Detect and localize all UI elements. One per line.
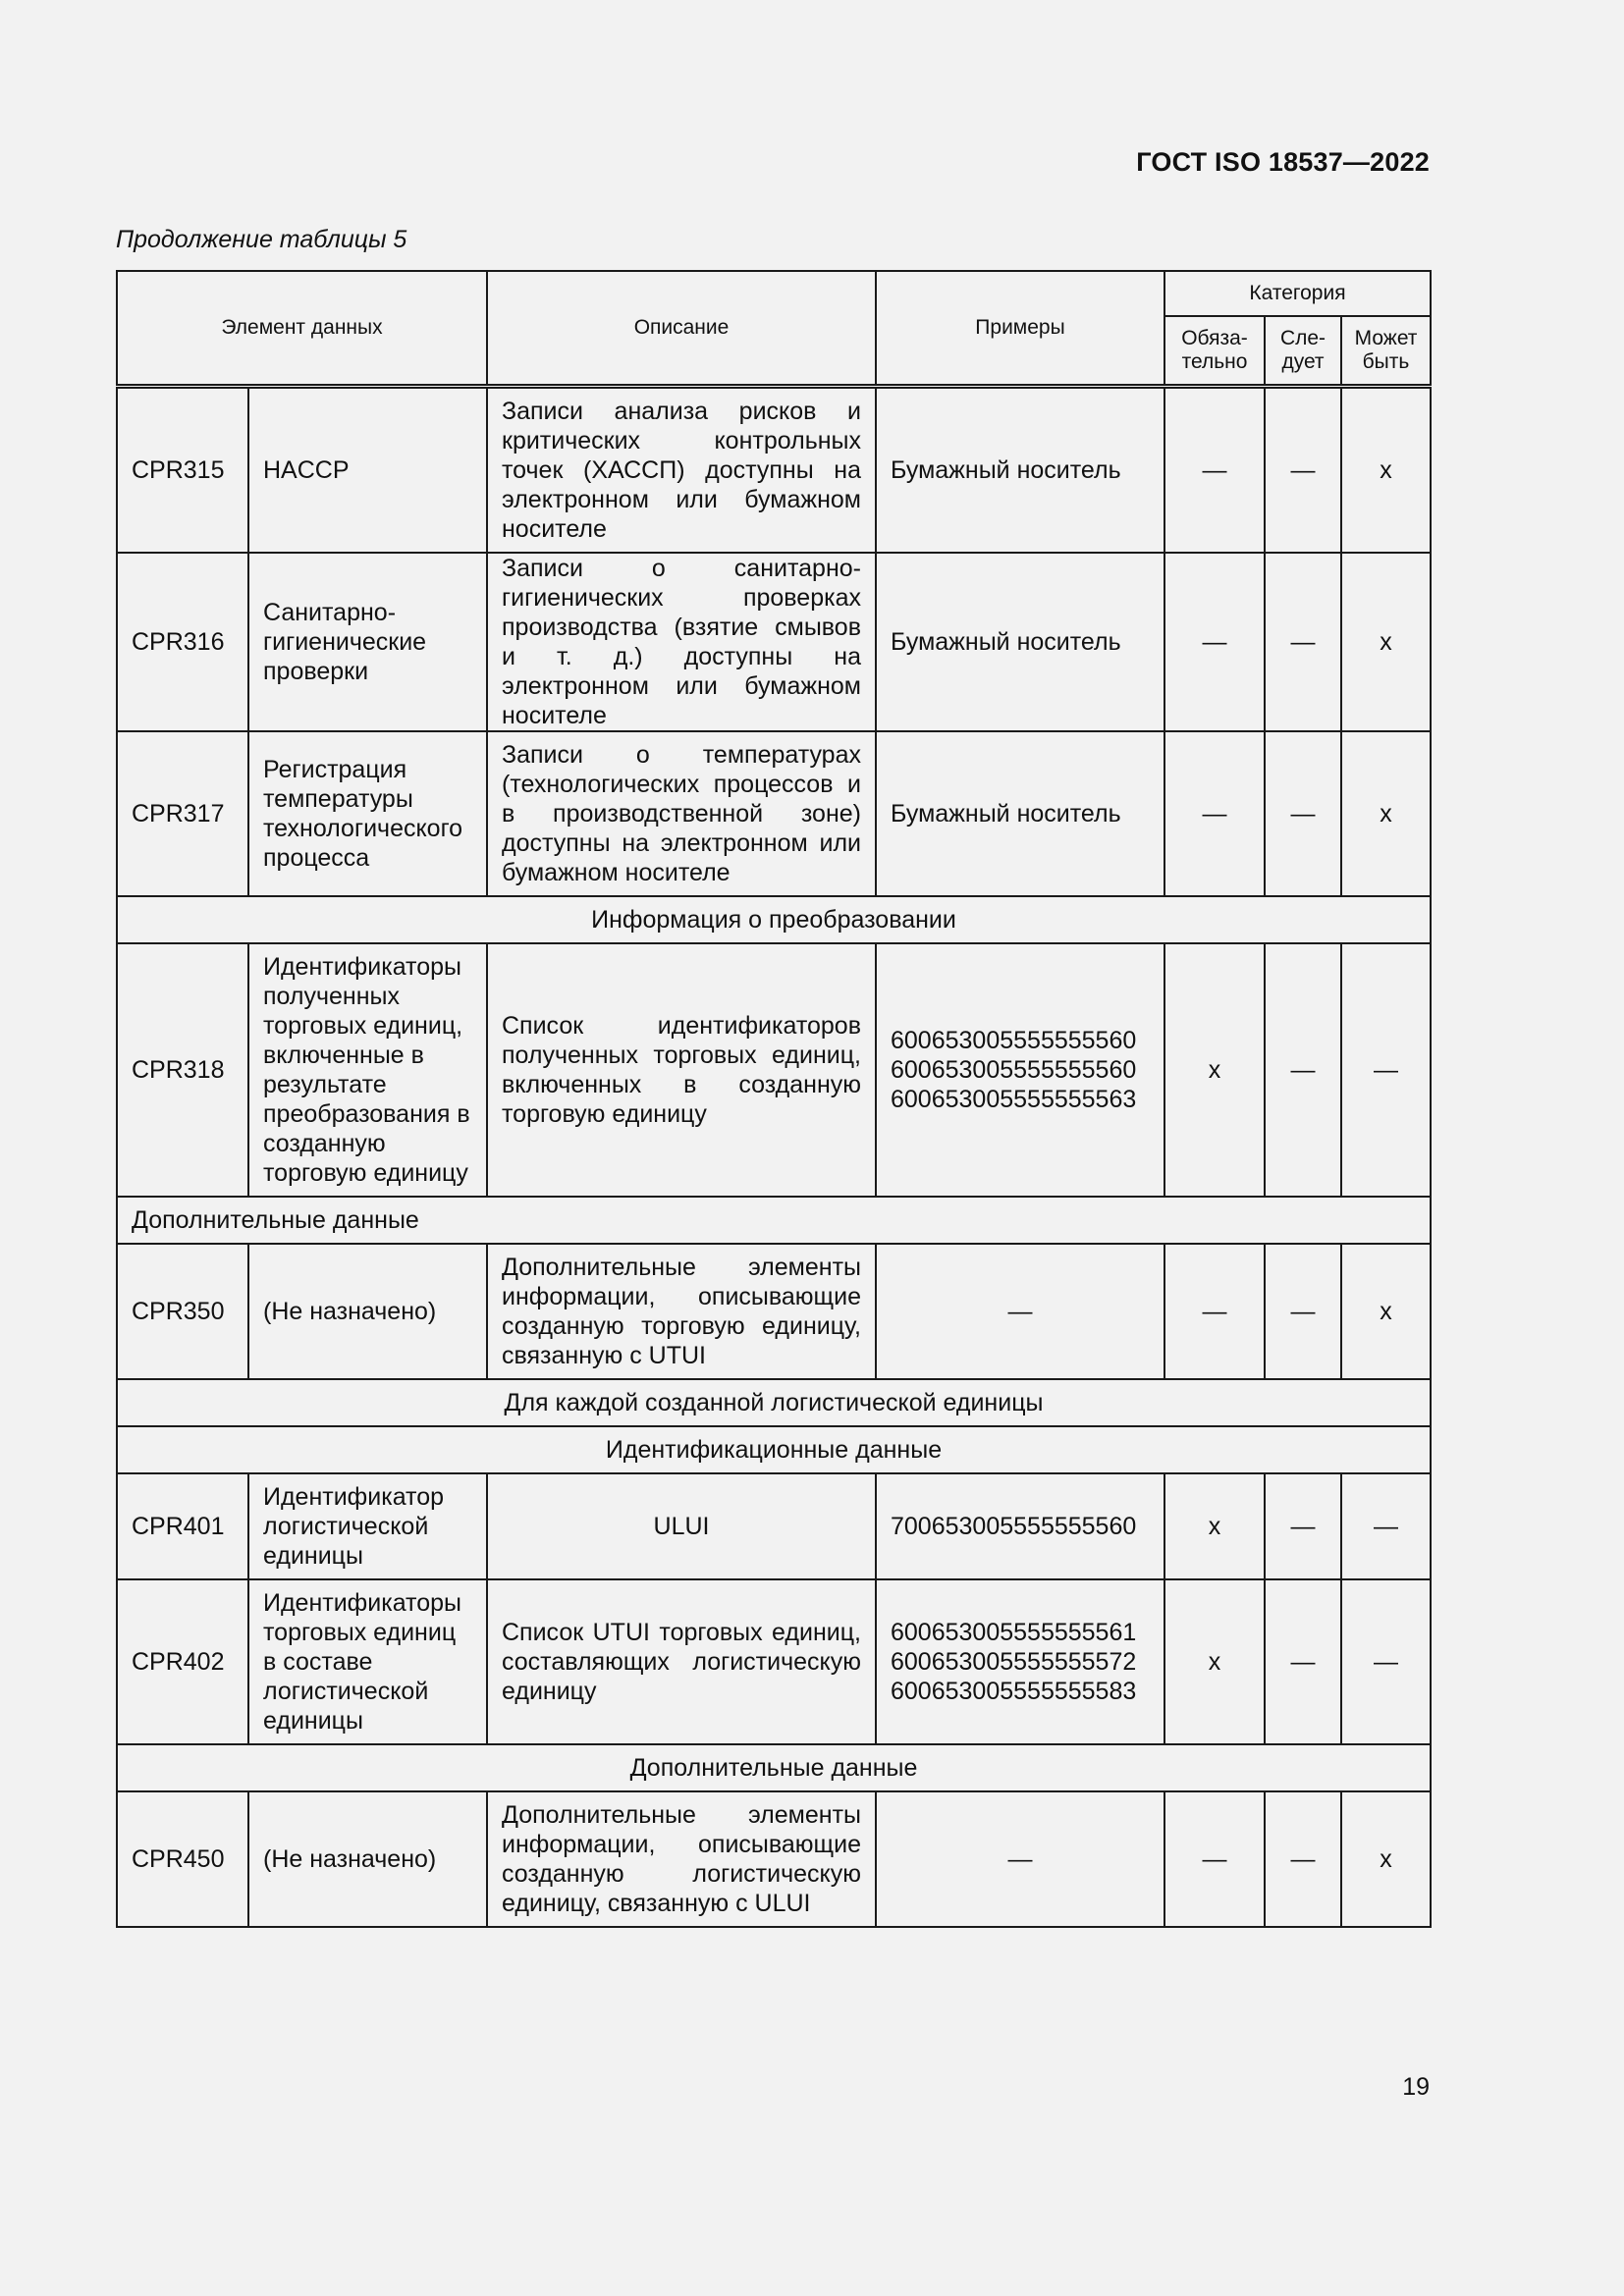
header-mandatory: Обяза- тельно: [1164, 316, 1265, 387]
row-may: x: [1341, 1244, 1431, 1379]
header-element: Элемент данных: [117, 271, 487, 387]
row-example: Бумажный носитель: [876, 731, 1164, 896]
row-examples: [876, 943, 1164, 1197]
table-row: [117, 1579, 1431, 1744]
row-name: (Не назначено): [248, 1244, 487, 1379]
table-row: [117, 731, 1431, 896]
section-row: [117, 896, 1431, 943]
row-description: ULUI: [487, 1473, 876, 1579]
row-example: —: [876, 1791, 1164, 1927]
document-code: ГОСТ ISO 18537—2022: [1136, 147, 1430, 177]
row-may: x: [1341, 731, 1431, 896]
data-elements-table: [116, 270, 1432, 1928]
row-should: —: [1265, 1473, 1341, 1579]
row-mandatory: —: [1164, 731, 1265, 896]
row-name: HACCP: [248, 387, 487, 554]
section-title: Информация о преобразовании: [117, 896, 1431, 943]
row-id: CPR450: [117, 1791, 248, 1927]
row-may: —: [1341, 943, 1431, 1197]
row-example: Бумажный носитель: [876, 553, 1164, 731]
row-name: Идентификаторы полученных торговых единиц, включенные в результате преобразования в созданную торговую единицу: [248, 943, 487, 1197]
section-title: Дополнительные данные: [117, 1197, 1431, 1244]
row-may: —: [1341, 1473, 1431, 1579]
row-mandatory: x: [1164, 943, 1265, 1197]
row-examples: [876, 1579, 1164, 1744]
row-name: Санитарно-гигиенические проверки: [248, 553, 487, 731]
row-should: —: [1265, 553, 1341, 731]
section-title: Идентификационные данные: [117, 1426, 1431, 1473]
row-id: CPR317: [117, 731, 248, 896]
section-row: [117, 1197, 1431, 1244]
row-should: —: [1265, 1244, 1341, 1379]
row-id: CPR316: [117, 553, 248, 731]
row-id: CPR402: [117, 1579, 248, 1744]
section-title: Для каждой созданной логистической единицы: [117, 1379, 1431, 1426]
example-value: 600653005555555583: [891, 1678, 1137, 1705]
row-id: CPR315: [117, 387, 248, 554]
row-should: —: [1265, 943, 1341, 1197]
page-number: 19: [1402, 2073, 1430, 2101]
row-mandatory: x: [1164, 1579, 1265, 1744]
row-id: CPR401: [117, 1473, 248, 1579]
row-example: —: [876, 1244, 1164, 1379]
row-may: —: [1341, 1579, 1431, 1744]
row-may: x: [1341, 387, 1431, 554]
header-examples: Примеры: [876, 271, 1164, 387]
example-value: 600653005555555563: [891, 1086, 1137, 1113]
example-value: 600653005555555560: [891, 1056, 1137, 1084]
row-should: —: [1265, 387, 1341, 554]
row-id: CPR318: [117, 943, 248, 1197]
table-row: [117, 1791, 1431, 1927]
row-mandatory: x: [1164, 1473, 1265, 1579]
header-may: Может быть: [1341, 316, 1431, 387]
table-row: [117, 943, 1431, 1197]
row-name: Регистрация температуры технологического процесса: [248, 731, 487, 896]
row-should: —: [1265, 1791, 1341, 1927]
row-name: Идентификаторы торговых единиц в составе логистической единицы: [248, 1579, 487, 1744]
row-should: —: [1265, 1579, 1341, 1744]
row-description: Дополнительные элементы информации, описывающие созданную логистическую единицу, связанную с ULUI: [487, 1791, 876, 1927]
header-description: Описание: [487, 271, 876, 387]
row-name: (Не назначено): [248, 1791, 487, 1927]
row-mandatory: —: [1164, 387, 1265, 554]
row-description: Записи о санитарно-гигиенических проверках производства (взятие смывов и т. д.) доступны на электронном или бумажном носителе: [487, 553, 876, 731]
example-value: 600653005555555560: [891, 1027, 1137, 1054]
header-category: Категория: [1164, 271, 1431, 316]
row-example: 700653005555555560: [876, 1473, 1164, 1579]
section-row: [117, 1379, 1431, 1426]
table-row: [117, 553, 1431, 731]
table-row: [117, 1473, 1431, 1579]
row-mandatory: —: [1164, 1791, 1265, 1927]
table-caption: Продолжение таблицы 5: [116, 226, 407, 253]
table-row: [117, 387, 1431, 554]
row-name: Идентификатор логистической единицы: [248, 1473, 487, 1579]
row-mandatory: —: [1164, 553, 1265, 731]
section-row: [117, 1426, 1431, 1473]
row-description: Список идентификаторов полученных торговых единиц, включенных в созданную торговую единицу: [487, 943, 876, 1197]
header-should: Сле- дует: [1265, 316, 1341, 387]
row-description: Дополнительные элементы информации, описывающие созданную торговую единицу, связанную с UTUI: [487, 1244, 876, 1379]
row-description: Записи анализа рисков и критических контрольных точек (ХАССП) доступны на электронном или бумажном носителе: [487, 387, 876, 554]
example-value: 600653005555555572: [891, 1648, 1137, 1676]
row-should: —: [1265, 731, 1341, 896]
row-description: Записи о температурах (технологических процессов и в производственной зоне) доступны на электронном или бумажном носителе: [487, 731, 876, 896]
row-description: Список UTUI торговых единиц, составляющих логистическую единицу: [487, 1579, 876, 1744]
row-example: Бумажный носитель: [876, 387, 1164, 554]
row-mandatory: —: [1164, 1244, 1265, 1379]
section-title: Дополнительные данные: [117, 1744, 1431, 1791]
row-id: CPR350: [117, 1244, 248, 1379]
row-may: x: [1341, 1791, 1431, 1927]
table-row: [117, 1244, 1431, 1379]
section-row: [117, 1744, 1431, 1791]
example-value: 600653005555555561: [891, 1619, 1137, 1646]
row-may: x: [1341, 553, 1431, 731]
